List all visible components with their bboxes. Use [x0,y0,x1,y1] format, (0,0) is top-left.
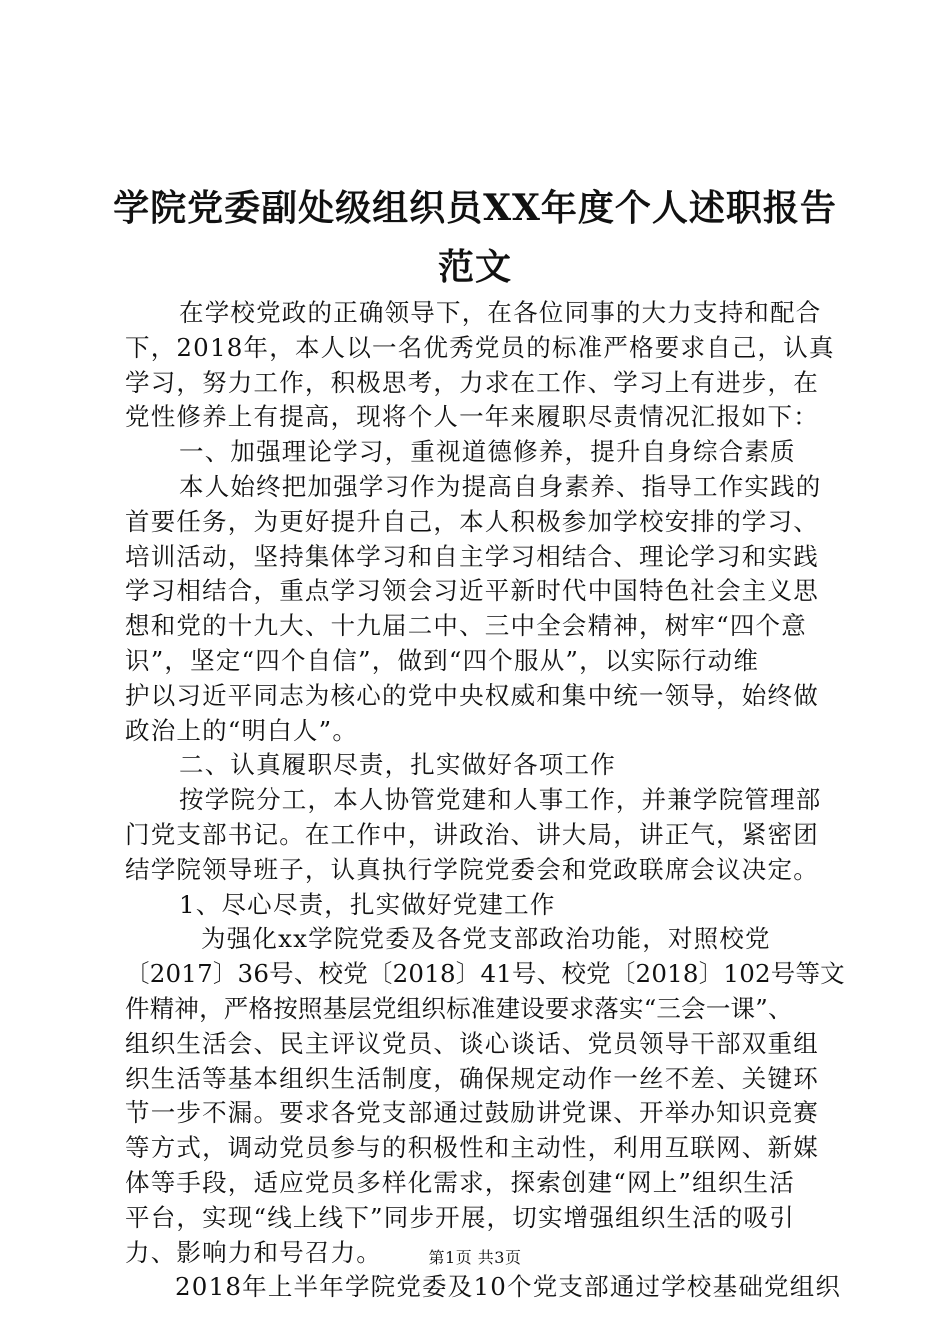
body-line: 识”，坚定“四个自信”，做到“四个服从”，以实际行动维 [125,645,760,675]
body-line: 件精神，严格按照基层党组织标准建设要求落实“三会一课”、 [125,993,793,1023]
body-line: 门党支部书记。在工作中，讲政治、讲大局，讲正气，紧密团 [125,819,819,849]
body-line: 织生活等基本组织生活制度，确保规定动作一丝不差、关键环 [125,1063,819,1093]
body-line: 2018年上半年学院党委及10个党支部通过学校基础党组织 [175,1272,842,1302]
body-line: 等方式，调动党员参与的积极性和主动性，利用互联网、新媒 [125,1133,819,1163]
body-line: 组织生活会、民主评议党员、谈心谈话、党员领导干部双重组 [125,1028,819,1058]
body-line: 按学院分工，本人协管党建和人事工作，并兼学院管理部 [179,785,822,815]
body-line: 政治上的“明白人”。 [125,715,359,745]
page-footer: 第1页 共3页 [428,1248,522,1267]
section-heading: 一、加强理论学习，重视道德修养，提升自身综合素质 [179,437,796,467]
document-body [125,296,845,1305]
body-line: 下，2018年，本人以一名优秀党员的标准严格要求自己，认真 [125,332,835,362]
body-line: 〔2017〕36号、校党〔2018〕41号、校党〔2018〕102号等文 [125,959,845,989]
body-line: 节一步不漏。要求各党支部通过鼓励讲党课、开举办知识竞赛 [125,1098,819,1128]
body-line: 学习，努力工作，积极思考，力求在工作、学习上有进步，在 [125,367,819,397]
body-line: 学习相结合，重点学习领会习近平新时代中国特色社会主义思 [125,576,819,606]
body-line: 培训活动，坚持集体学习和自主学习相结合、理论学习和实践 [125,541,819,571]
body-line: 想和党的十九大、十九届二中、三中全会精神，树牢“四个意 [125,611,807,641]
body-line: 本人始终把加强学习作为提高自身素养、指导工作实践的 [179,471,822,501]
body-line: 体等手段，适应党员多样化需求，探索创建“网上”组织生活 [125,1167,795,1197]
document-title-line-2: 范文 [437,246,512,288]
body-line: 护以习近平同志为核心的党中央权威和集中统一领导，始终做 [125,680,819,710]
body-line: 首要任务，为更好提升自己，本人积极参加学校安排的学习、 [125,506,819,536]
section-heading: 二、认真履职尽责，扎实做好各项工作 [179,750,616,780]
body-line: 平台，实现“线上线下”同步开展，切实增强组织生活的吸引 [125,1202,795,1232]
document-title-line-1: 学院党委副处级组织员XX年度个人述职报告 [113,187,837,229]
body-line: 党性修养上有提高，现将个人一年来履职尽责情况汇报如下： [125,402,819,432]
body-line: 力、影响力和号召力。 [125,1237,382,1267]
body-line: 结学院领导班子，认真执行学院党委会和党政联席会议决定。 [125,854,819,884]
body-line: 为强化xx学院党委及各党支部政治功能，对照校党 [201,924,771,954]
body-line: 在学校党政的正确领导下，在各位同事的大力支持和配合 [179,298,822,327]
subsection-heading: 1、尽心尽责，扎实做好党建工作 [179,889,556,919]
